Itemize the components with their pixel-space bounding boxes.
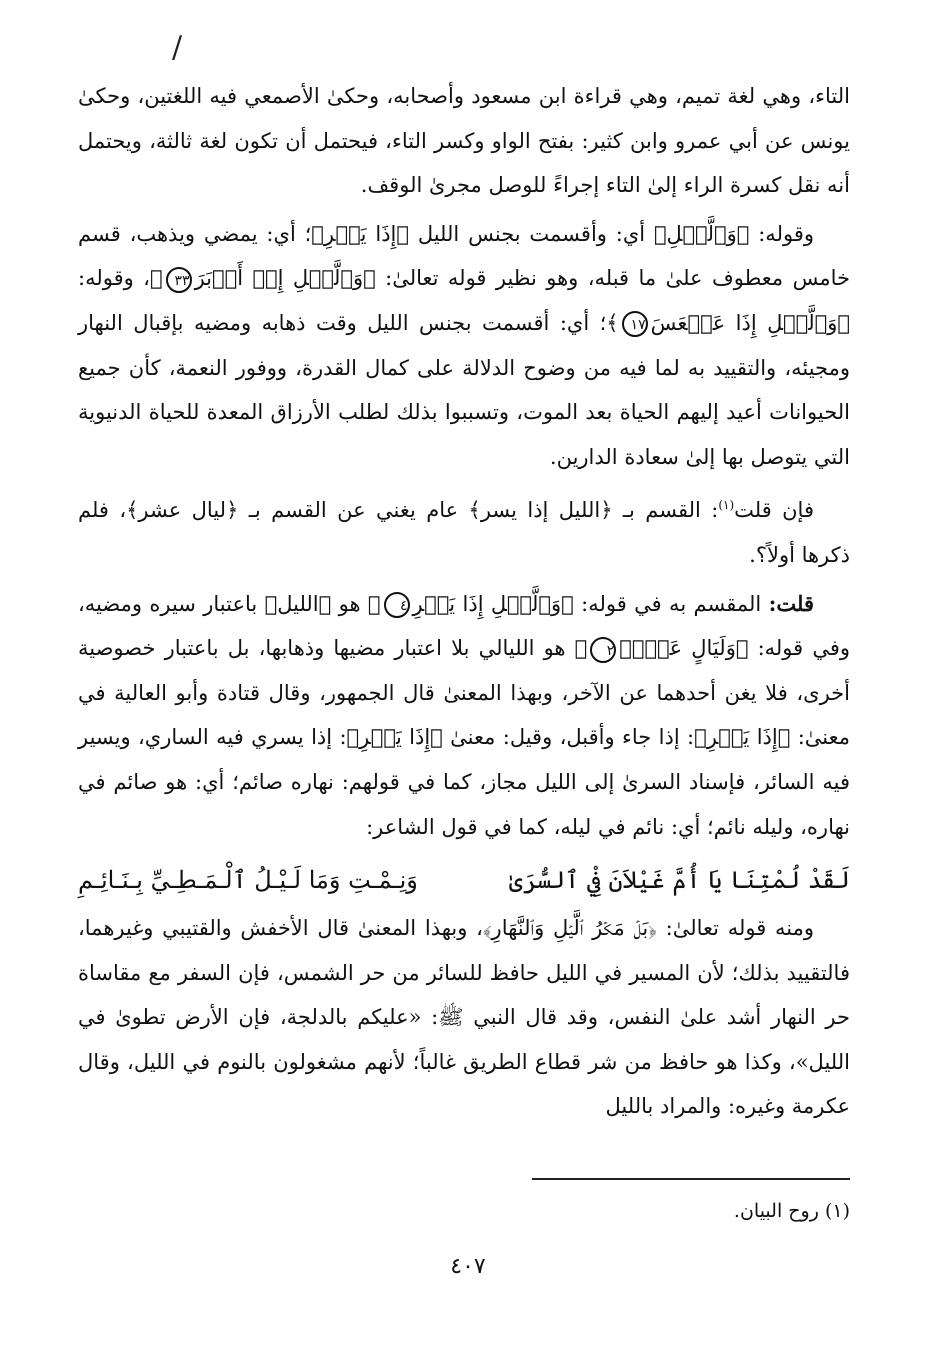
paragraph-4-part-2: ﴾ هو ﴿الليل﴾ باعتبار سيره ومضيه، وفي قوله: ﴿وَلَيَالٍ عَشۡرٖ	[78, 591, 851, 661]
paragraph-2-part-1: وقوله: ﴿وَٱلَّيۡلِ﴾ أي: وأقسمت بجنس الليل ﴿إِذَا يَسۡرِ﴾؛ أي: يمضي ويذهب، قسم خامس معطوف علىٰ ما قبله، وهو نظير قوله تعالىٰ: ﴿وَٱلَّيۡلِ إِذۡ أَدۡبَرَ	[78, 221, 850, 291]
footnote-reference[interactable]: (١)	[718, 498, 735, 513]
paragraph-4	[78, 582, 850, 850]
paragraph-3-part-1: فإن قلت	[734, 498, 814, 523]
text-after-verse	[78, 906, 850, 1129]
footnote-divider	[532, 1178, 850, 1180]
ayah-number-marker: ٣٣	[166, 267, 192, 293]
main-text-body	[78, 74, 850, 853]
paragraph-1: التاء، وهي لغة تميم، وهي قراءة ابن مسعود وأصحابه، وحكىٰ الأصمعي فيه اللغتين، وحكىٰ يونس عن أبي عمرو وابن كثير: بفتح الواو وكسر التاء، فيحتمل أن تكون لغة ثالثة، ويحتمل أنه نقل كسرة الراء إلىٰ التاء إجراءً للوصل مجرىٰ الوقف.	[78, 84, 850, 198]
ayah-number-marker: ٤	[384, 592, 410, 618]
paragraph-3-part-2: : القسم بـ ﴿الليل إذا يسر﴾ عام يغني عن القسم بـ ﴿ليال عشر﴾، فلم ذكرها أولاً؟.	[78, 498, 850, 567]
ayah-number-marker: ٢	[590, 637, 616, 663]
paragraph-4-part-3: ﴾ هو الليالي بلا اعتبار مضيها وذهابها، بل باعتبار خصوصية أخرى، فلا يغن أحدهما عن الآخر، وبهذا المعنىٰ قال الجمهور، وقال قتادة وأبو العالية في معنىٰ: ﴿إِذَا يَسۡرِ﴾: إذا جاء وأقبل، وقيل: معنىٰ ﴿إِذَا يَسۡرِ﴾: إذا يسري فيه الساري، ويسير فيه السائر، فإسناد السرىٰ إلى الليل مجاز، كما في قولهم: نهاره صائم؛ أي: هو صائم في نهاره، وليله نائم؛ أي: نائم في ليله، كما في قول الشاعر:	[78, 636, 850, 839]
page-mark: /	[172, 30, 183, 65]
footnote-text: روح البيان.	[733, 1200, 819, 1222]
ayah-number-marker: ١٧	[622, 311, 648, 337]
verse-hemistich-second: وَنِـمْـتِ وَمَا لَـيْـلُ ٱلْـمَـطِـيِّ بِـنَـائِـمِ	[78, 866, 418, 894]
footnote-number: (١)	[824, 1200, 850, 1222]
paragraph-3	[78, 483, 850, 577]
paragraph-4-part-1: المقسم به في قوله: ﴿وَٱلَّيۡلِ إِذَا يَسۡرِ	[412, 591, 769, 616]
poetry-verse	[78, 858, 850, 902]
verse-hemistich-first: لَقَدْ لُمْتِنَا يَا أُمَّ غَيْلاَنَ فِيْ ٱلسُّرَىٰ	[508, 866, 850, 894]
footnote	[734, 1196, 850, 1226]
paragraph-2-part-3: ﴾؛ أي: أقسمت بجنس الليل وقت ذهابه ومضيه بإقبال النهار ومجيئه، والتقييد به لما فيه من وضوح الدلالة على كمال القدرة، ووفور النعمة، كأن جميع الحيوانات أعيد إليهم الحياة بعد الموت، وتسببوا بذلك لطلب الأرزاق المعدة للحياة الدنيوية التي يتوصل بها إلىٰ سعادة الدارين.	[78, 310, 850, 469]
paragraph-2-part-2: ﴾، وقوله: ﴿وَٱلَّيۡلِ إِذَا عَسۡعَسَ	[78, 266, 850, 335]
page-number: ٤٠٧	[450, 1254, 486, 1279]
paragraph-4-lead: قلت:	[768, 590, 814, 616]
paragraph-2	[78, 212, 850, 480]
paragraph-5: ومنه قوله تعالىٰ: ﴿بَلۡ مَكۡرُ ٱلَّيۡلِ وَٱلنَّهَارِ﴾، وبهذا المعنىٰ قال الأخفش والقتيبي وغيرهما، فالتقييد بذلك؛ لأن المسير في الليل حافظ للسائر من حر الشمس، فإن السفر مع مقاساة حر النهار أشد علىٰ النفس، وقد قال النبي ﷺ: «عليكم بالدلجة، فإن الأرض تطوىٰ في الليل»، وكذا هو حافظ من شر قطاع الطريق غالباً؛ لأنهم مشغولون بالنوم في الليل، وقال عكرمة وغيره: والمراد بالليل	[78, 916, 850, 1119]
